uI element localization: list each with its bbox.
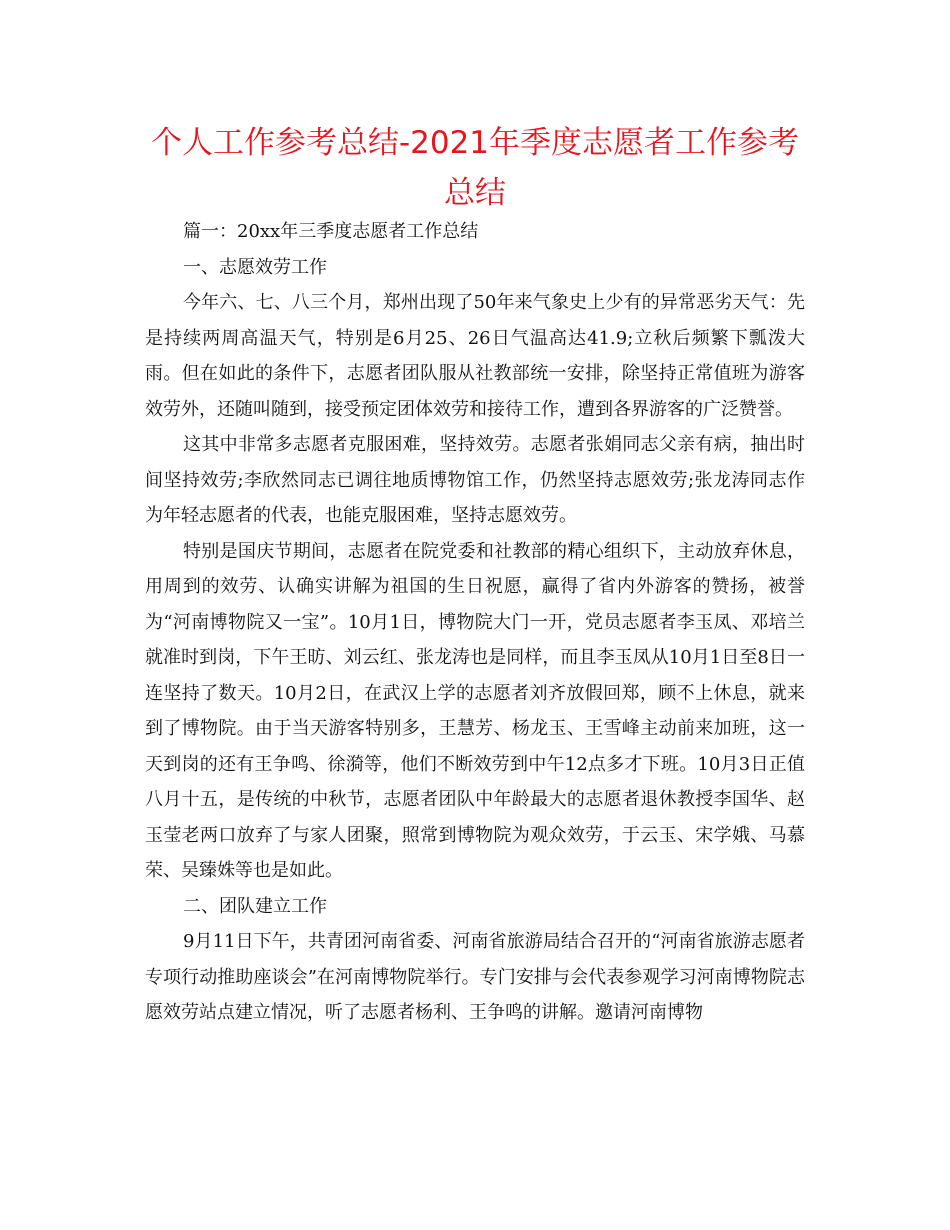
document-body [145, 214, 805, 1031]
title-line-1: 个人工作参考总结-2021年季度志愿者工作参考 [150, 125, 800, 161]
paragraph-2: 这其中非常多志愿者克服困难，坚持效劳。志愿者张娟同志父亲有病，抽出时间坚持效劳;李欣然同志已调往地质博物馆工作，仍然坚持志愿效劳;张龙涛同志作为年轻志愿者的代表，也能克服困难，坚持志愿效劳。 [145, 434, 805, 526]
paragraph-3: 特别是国庆节期间，志愿者在院党委和社教部的精心组织下，主动放弃休息，用周到的效劳、认确实讲解为祖国的生日祝愿，赢得了省内外游客的赞扬，被誉为“河南博物院又一宝”。10月1日，博物院大门一开，党员志愿者李玉凤、邓培兰就准时到岗，下午王昉、刘云红、张龙涛也是同样，而且李玉凤从10月1日至8日一连坚持了数天。10月2日，在武汉上学的志愿者刘齐放假回郑，顾不上休息，就来到了博物院。由于当天游客特别多，王慧芳、杨龙玉、王雪峰主动前来加班，这一天到岗的还有王争鸣、徐漪等，他们不断效劳到中午12点多才下班。10月3日正值八月十五，是传统的中秋节，志愿者团队中年龄最大的志愿者退休教授李国华、赵玉莹老两口放弃了与家人团聚，照常到博物院为观众效劳，于云玉、宋学娥、马慕荣、吴臻姝等也是如此。 [145, 540, 805, 881]
section-heading-1: 一、志愿效劳工作 [183, 256, 327, 278]
document-title [140, 118, 810, 218]
subtitle: 篇一：20xx年三季度志愿者工作总结 [183, 221, 479, 242]
section-heading-2: 二、团队建立工作 [183, 895, 327, 917]
paragraph-1: 今年六、七、八三个月，郑州出现了50年来气象史上少有的异常恶劣天气：先是持续两周高温天气，特别是6月25、26日气温高达41.9;立秋后频繁下瓢泼大雨。但在如此的条件下，志愿者团队服从社教部统一安排，除坚持正常值班为游客效劳外，还随叫随到，接受预定团体效劳和接待工作，遭到各界游客的广泛赞誉。 [145, 292, 805, 420]
paragraph-4: 9月11日下午，共青团河南省委、河南省旅游局结合召开的“河南省旅游志愿者专项行动推助座谈会”在河南博物院举行。专门安排与会代表参观学习河南博物院志愿效劳站点建立情况，听了志愿者杨利、王争鸣的讲解。邀请河南博物 [145, 931, 805, 1023]
title-line-2: 总结 [444, 175, 506, 211]
